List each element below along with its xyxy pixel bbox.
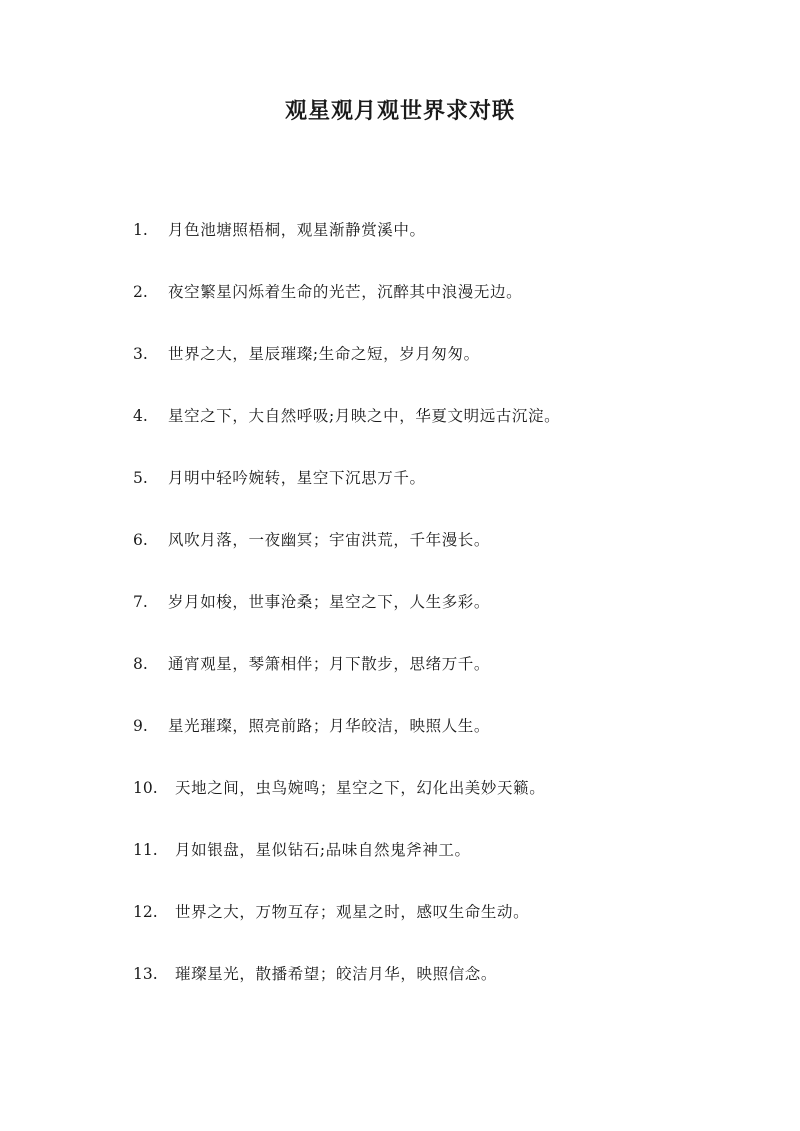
list-item [133, 588, 733, 650]
list-item [133, 774, 733, 836]
item-number: 5. [133, 469, 148, 487]
item-number: 12. [133, 903, 158, 921]
item-number: 1. [133, 221, 148, 239]
list-item [133, 960, 733, 1022]
page-title: 观星观月观世界求对联 [284, 98, 515, 124]
item-number: 3. [133, 345, 148, 363]
item-number: 4. [133, 407, 148, 425]
item-text: 月如银盘，星似钻石;品味自然鬼斧神工。 [175, 841, 471, 859]
couplet-list [133, 216, 733, 1022]
list-item [133, 402, 733, 464]
list-item [133, 216, 733, 278]
item-number: 7. [133, 593, 148, 611]
item-text: 月色池塘照梧桐，观星渐静赏溪中。 [168, 221, 426, 239]
item-text: 天地之间，虫鸟婉鸣；星空之下，幻化出美妙天籁。 [175, 779, 546, 797]
item-text: 岁月如梭，世事沧桑；星空之下，人生多彩。 [168, 593, 491, 611]
list-item [133, 526, 733, 588]
item-text: 夜空繁星闪烁着生命的光芒，沉醉其中浪漫无边。 [168, 283, 523, 301]
item-text: 星光璀璨，照亮前路；月华皎洁，映照人生。 [168, 717, 491, 735]
item-number: 9. [133, 717, 148, 735]
item-text: 星空之下，大自然呼吸;月映之中，华夏文明远古沉淀。 [168, 407, 561, 425]
item-number: 6. [133, 531, 148, 549]
item-number: 2. [133, 283, 148, 301]
item-text: 通宵观星，琴箫相伴；月下散步，思绪万千。 [168, 655, 491, 673]
list-item [133, 650, 733, 712]
item-text: 风吹月落，一夜幽冥；宇宙洪荒，千年漫长。 [168, 531, 491, 549]
item-text: 世界之大，星辰璀璨;生命之短，岁月匆匆。 [168, 345, 480, 363]
list-item [133, 898, 733, 960]
list-item [133, 712, 733, 774]
item-text: 世界之大，万物互存；观星之时，感叹生命生动。 [175, 903, 530, 921]
item-number: 11. [133, 841, 158, 859]
list-item [133, 464, 733, 526]
list-item [133, 836, 733, 898]
item-number: 10. [133, 779, 158, 797]
list-item [133, 278, 733, 340]
item-text: 月明中轻吟婉转，星空下沉思万千。 [168, 469, 426, 487]
list-item [133, 340, 733, 402]
item-number: 13. [133, 965, 158, 983]
item-number: 8. [133, 655, 148, 673]
item-text: 璀璨星光，散播希望；皎洁月华，映照信念。 [175, 965, 498, 983]
